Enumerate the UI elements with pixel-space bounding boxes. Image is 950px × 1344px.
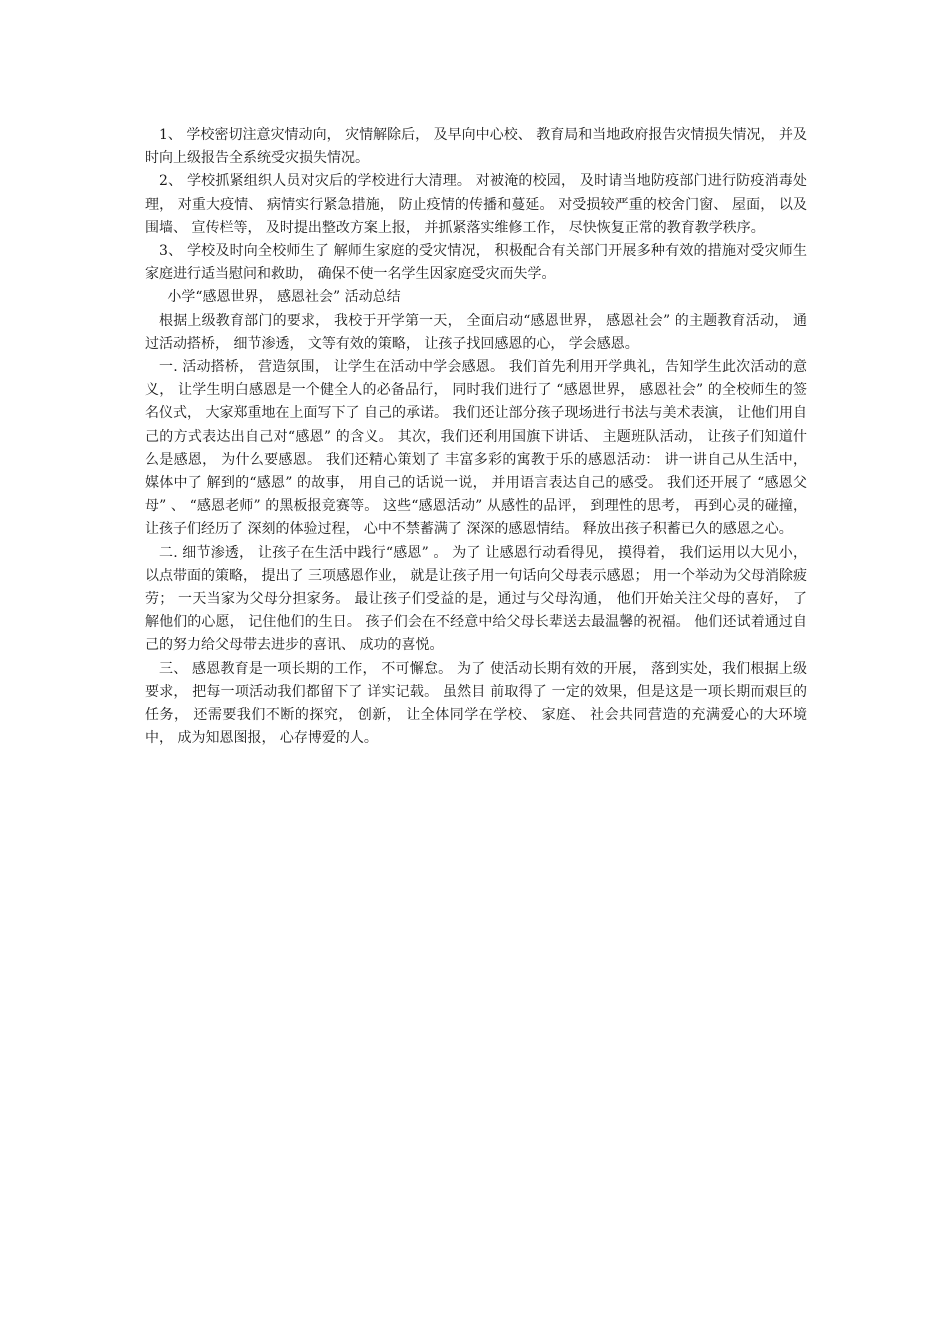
paragraph-section-three: 三、 感恩教育是一项长期的工作， 不可懈怠。 为了 使活动长期有效的开展， 落到实处，我们根据上级要求， 把每一项活动我们都留下了 详实记载。 虽然目 前取得了 一定的效果，但是这是一项长期而艰巨的任务， 还需要我们不断的探究， 创新， 让全体同学在学校、 家庭、 社会共同营造的充满爱心的大环境中， 成为知恩图报， 心存博爱的人。 <box>145 660 807 747</box>
document-body <box>145 124 807 750</box>
paragraph-section-one: 一. 活动搭桥， 营造氛围， 让学生在活动中学会感恩。 我们首先利用开学典礼，告知学生此次活动的意义， 让学生明白感恩是一个健全人的必备品行， 同时我们进行了 “感恩世界， 感恩社会” 的全校师生的签名仪式， 大家郑重地在上面写下了 自己的承诺。 我们还让部分孩子现场进行书法与美术表演， 让他们用自己的方式表达出自己对“感恩” 的含义。 其次，我们还利用国旗下讲话、 主题班队活动， 让孩子们知道什么是感恩， 为什么要感恩。 我们还精心策划了 丰富多彩的寓教于乐的感恩活动： 讲一讲自己从生活中， 媒体中了 解到的“感恩” 的故事， 用自己的话说一说， 并用语言表达自己的感受。 我们还开展了 “感恩父母” 、 “感恩老师” 的黑板报竞赛等。 这些“感恩活动” 从感性的品评， 到理性的思考， 再到心灵的碰撞， 让孩子们经历了 深刻的体验过程， 心中不禁蓄满了 深深的感恩情结。 释放出孩子积蓄已久的感恩之心。 <box>145 359 807 538</box>
paragraph-2: 2、 学校抓紧组织人员对灾后的学校进行大清理。 对被淹的校园， 及时请当地防疫部门进行防疫消毒处理， 对重大疫情、 病情实行紧急措施， 防止疫情的传播和蔓延。 对受损较严重的校舍门窗、 屋面， 以及围墙、 宣传栏等， 及时提出整改方案上报， 并抓紧落实维修工作， 尽快恢复正常的教育教学秩序。 <box>145 173 807 236</box>
paragraph-1: 1、 学校密切注意灾情动向， 灾情解除后， 及早向中心校、 教育局和当地政府报告灾情损失情况， 并及时向上级报告全系统受灾损失情况。 <box>145 127 807 167</box>
paragraph-section-two: 二. 细节渗透， 让孩子在生活中践行“感恩” 。 为了 让感恩行动看得见， 摸得着， 我们运用以大见小， 以点带面的策略， 提出了 三项感恩作业， 就是让孩子用一句话向父母表示感恩； 用一个举动为父母消除疲劳； 一天当家为父母分担家务。 最让孩子们受益的是，通过与父母沟通， 他们开始关注父母的喜好， 了 解他们的心愿， 记住他们的生日。 孩子们会在不经意中给父母长辈送去最温馨的祝福。 他们还试着通过自己的努力给父母带去进步的喜讯、 成功的喜悦。 <box>145 544 807 654</box>
paragraph-3: 3、 学校及时向全校师生了 解师生家庭的受灾情况， 积极配合有关部门开展多种有效的措施对受灾师生家庭进行适当慰问和救助， 确保不使一名学生因家庭受灾而失学。 <box>145 243 807 283</box>
section-title: 小学“感恩世界， 感恩社会” 活动总结 <box>167 289 401 306</box>
paragraph-intro: 根据上级教育部门的要求， 我校于开学第一天， 全面启动“感恩世界， 感恩社会” 的主题教育活动， 通过活动搭桥， 细节渗透， 文等有效的策略， 让孩子找回感恩的心， 学会感恩。 <box>145 312 807 352</box>
